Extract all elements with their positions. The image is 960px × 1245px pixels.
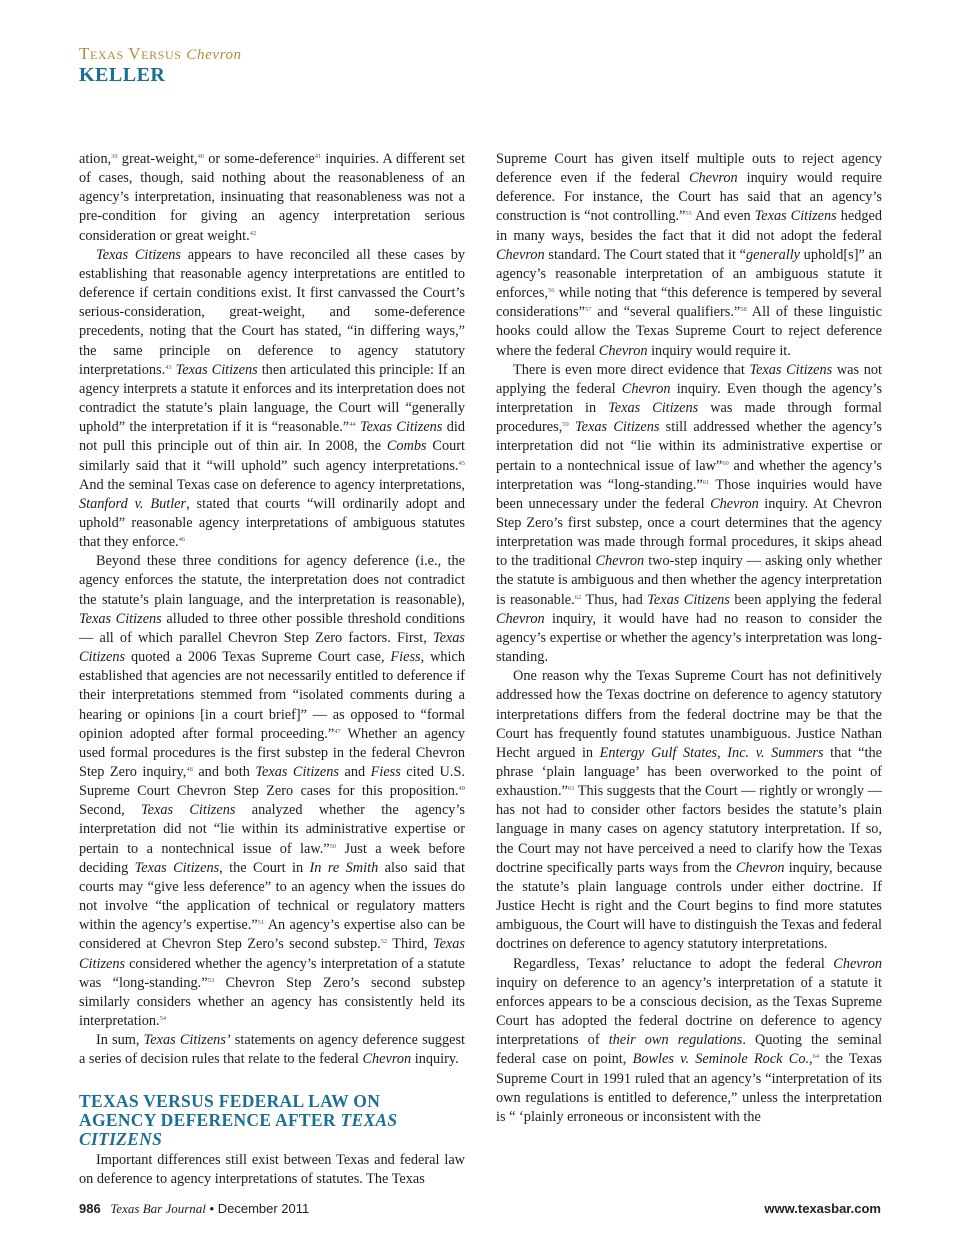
body-paragraph: Regardless, Texas’ reluctance to adopt the federal Chevron inquiry on deference to an agency’s interpretation of a statute it enforces appears to be a conscious decision, as the Texas Supreme Court has adopted the federal doctrine on deference to agency interpretations of their own regulations. Quoting the seminal federal case on point, Bowles v. Seminole Rock Co.,$^{64}$ the Texas Supreme Court in 1991 ruled that an agency’s “interpretation of its own regulations is entitled to deference,” unless the interpretation is “ ‘plainly erroneous or inconsistent with the [496,955,882,1125]
footnote-reference: 45 [458,459,465,467]
section-heading-line2 [79,1111,465,1149]
body-paragraph: In sum, Texas Citizens’ statements on agency deference suggest a series of decision rules that relate to the federal Chevron inquiry. [79,1032,465,1068]
journal-name: Texas Bar Journal [110,1201,206,1216]
footnote-reference: 57 [584,306,592,314]
footer-left [79,1201,309,1217]
page-number: 986 [79,1201,101,1216]
left-paragraphs [79,150,465,1070]
section-heading-line1: TEXAS VERSUS FEDERAL LAW ON [79,1090,381,1111]
footer-separator: • [209,1201,215,1216]
body-paragraph: Beyond these three conditions for agency deference (i.e., the agency enforces the statute, the interpretation does not contradict the statute’s plain language, and the interpretation is reasonable), Texas Citizens alluded to three other possible threshold conditions — all of which parallel Chevron Step Zero factors. First, Texas Citizens quoted a 2006 Texas Supreme Court case, Fiess, which established that agencies are not necessarily entitled to deference if their interpretations stemmed from “isolated comments during a hearing or opinions [in a court brief]” — as opposed to “formal opinion adopted after formal proceeding.”$^{47}$ Whether an agency used formal procedures is the first substep in the federal Chevron Step Zero inquiry,$^{48}$ and both Texas Citizens and Fiess cited U.S. Supreme Court Chevron Step Zero cases for this proposition.$^{49}$ Second, Texas Citizens analyzed whether the agency’s interpretation did not “lie within its administrative expertise or pertain to a nontechnical issue of law.”$^{50}$ Just a week before deciding Texas Citizens, the Court in In re Smith also said that courts may “give less deference” to an agency when the issues do not involve “the application of technical or regulatory matters within the agency’s expertise.”$^{51}$ An agency’s expertise also can be considered at Chevron Step Zero’s second substep.$^{52}$ Third, Texas Citizens considered whether the agency’s interpretation of a statute was “long-standing.”$^{53}$ Chevron Step Zero’s second substep similarly considers whether an agency has consistently held its interpretation.$^{54}$ [79,553,466,1030]
footnote-reference: 43 [165,363,172,371]
section-heading [79,1092,465,1149]
right-paragraphs [496,150,882,1127]
footnote-reference: 53 [207,976,215,984]
author-name: KELLER [79,64,166,86]
body-paragraph: ation,$^{39}$ great-weight,$^{40}$ or some-deference$^{41}$ inquiries. A different set of cases, though, said nothing about the reasonableness of an agency’s interpretation, insinuating that reasonableness was not a pre-condition for giving an agency interpretation serious consideration or great weight.$^{42}$ [79,151,465,244]
footnote-reference: 63 [567,785,575,793]
footnote-reference: 54 [159,1015,167,1023]
footnote-reference: 51 [257,919,265,927]
footnote-reference: 52 [380,938,388,946]
running-header-plain: Texas Versus [79,44,182,63]
website-url[interactable]: www.texasbar.com [764,1201,881,1216]
body-paragraph: There is even more direct evidence that Texas Citizens was not applying the federal Chevron inquiry. Even though the agency’s interpretation in Texas Citizens was made through formal procedures,$^{59}$ Texas Citizens still addressed whether the agency’s interpretation did not “lie within its administrative expertise or pertain to a nontechnical issue of law”$^{60}$ and whether the agency’s interpretation was “long-standing.”$^{61}$ Those inquiries would have been unnecessary under the federal Chevron inquiry. At Chevron Step Zero’s first substep, once a court determines that the agency interpretation was made through formal procedures, it skips ahead to the traditional Chevron two-step inquiry — asking only whether the statute is ambiguous and then whether the agency interpretation is reasonable.$^{62}$ Thus, had Texas Citizens been applying the federal Chevron inquiry, it would have had no reason to consider the agency’s expertise or whether the agency’s interpretation was long-standing. [496,361,883,666]
left-paragraphs-after-heading [79,1151,465,1189]
footnote-reference: 64 [812,1053,820,1061]
footnote-reference: 46 [178,536,186,544]
body-paragraph: Texas Citizens appears to have reconciled all these cases by establishing that reasonable agency interpretations are entitled to deference if certain conditions exist. It first canvassed the Court’s serious-consideration, great-weight, and some-deference precedents, noting that the Court has stated, “in differing ways,” the same principle on deference to agency statutory interpretations.$^{43}$ Texas Citizens then articulated this principle: If an agency interprets a statute it enforces and its interpretation does not contradict the statute’s plain language, the Court will “generally uphold” the interpretation if it is “reasonable.”$^{44}$ Texas Citizens did not pull this principle out of thin air. In 2008, the Combs Court similarly said that it “will uphold” such agency interpretations.$^{45}$ And the seminal Texas case on deference to agency interpretations, Stanford v. Butler, stated that courts “will ordinarily adopt and uphold” reasonable agency interpretations of ambiguous statutes that they enforce.$^{46}$ [79,246,465,551]
footnote-reference: 42 [249,229,257,237]
footnote-reference: 41 [314,153,322,160]
footnote-reference: 59 [562,421,569,429]
body-paragraph: Supreme Court has given itself multiple outs to reject agency deference even if the federal Chevron inquiry would require deference. For instance, the Court has said that an agency’s construction is “not controlling.”$^{55}$ And even Texas Citizens hedged in many ways, besides the fact that it did not adopt the federal Chevron standard. The Court stated that it “generally uphold[s]” an agency’s reasonable interpretation of an ambiguous statute it enforces,$^{56}$ while noting that “this deference is tempered by several considerations”$^{57}$ and “several qualifiers.”$^{58}$ All of these linguistic hooks could allow the Texas Supreme Court to reject deference where the federal Chevron inquiry would require it. [496,151,882,359]
body-paragraph: Important differences still exist between Texas and federal law on deference to agency interpretations of statutes. The Texas [79,1151,465,1187]
footnote-reference: 48 [186,766,193,773]
running-header-italic: Chevron [186,47,242,63]
footnote-reference: 49 [458,785,465,793]
left-column [79,150,465,1189]
page-footer [79,1201,881,1221]
body-paragraph: One reason why the Texas Supreme Court has not definitively addressed how the Texas doctrine on deference to agency statutory interpretations differs from the federal doctrine may be that the Court has frequently found statutes unambiguous. Justice Nathan Hecht argued in Entergy Gulf States, Inc. v. Summers that “the phrase ‘plain language’ has been overworked to the point of exhaustion.”$^{63}$ This suggests that the Court — rightly or wrongly — has not had to consider other factors besides the statute’s plain language in many cases on agency statutory interpretation. If so, the Court may not have perceived a need to clarify how the Texas doctrine specifically parts ways from the Chevron inquiry, because the statute’s plain language controls under either doctrine. If Justice Hecht is right and the Court begins to find more statutes ambiguous, the Court will have to distinguish the Texas and federal doctrines on deference to agency statutory interpretations. [496,668,882,953]
running-header-title [79,44,242,64]
footnote-reference: 50 [329,842,337,850]
section-heading-line2-plain: AGENCY DEFERENCE AFTER [79,1109,336,1130]
footnote-reference: 39 [111,153,118,160]
footnote-reference: 56 [548,287,555,295]
right-column [496,150,882,1127]
issue-date: December 2011 [217,1201,310,1216]
footnote-reference: 58 [740,306,747,314]
footnote-reference: 61 [702,478,710,486]
footnote-reference: 62 [574,593,582,601]
footnote-reference: 44 [349,421,356,429]
footnote-reference: 40 [197,153,205,160]
section-heading-line2-italic: TEXAS CITIZENS [79,1109,398,1149]
footnote-reference: 55 [685,210,692,218]
footnote-reference: 47 [334,727,341,735]
footnote-reference: 60 [722,459,729,467]
